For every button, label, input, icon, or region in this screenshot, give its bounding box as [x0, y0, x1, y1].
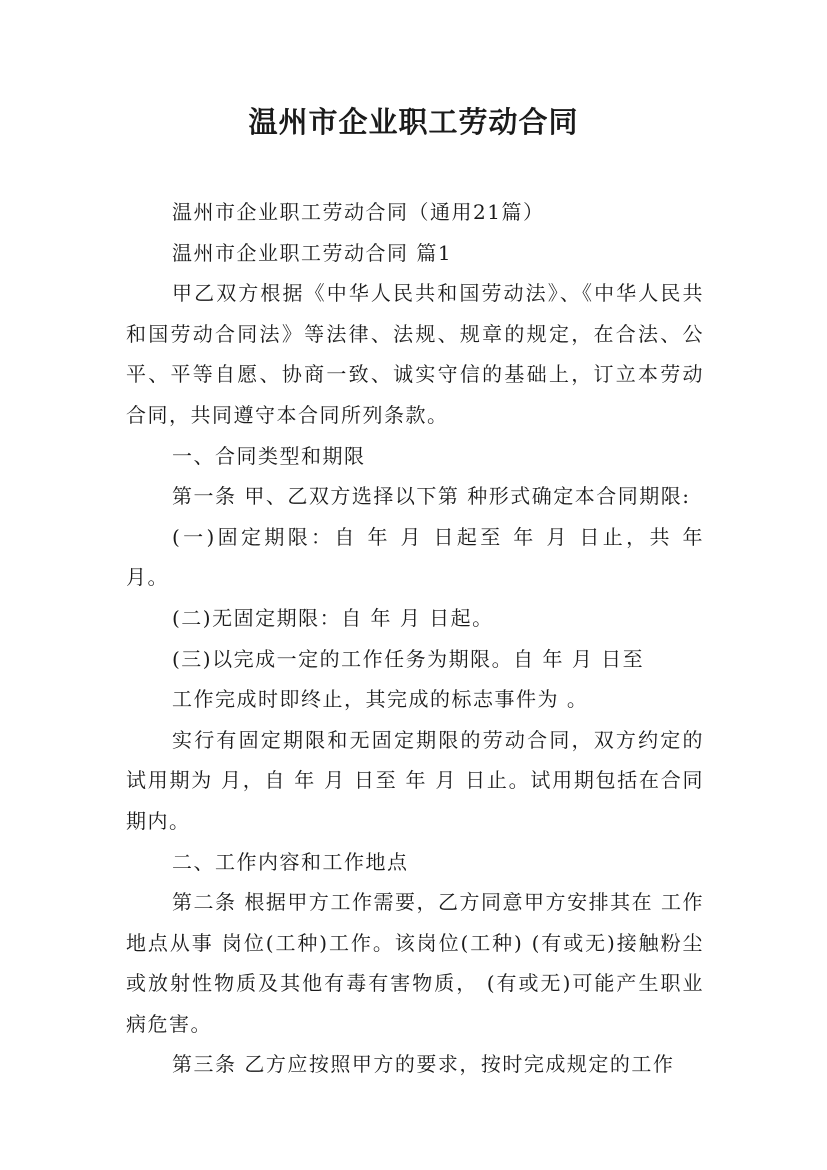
- paragraph-task-term: (三)以完成一定的工作任务为期限。自 年 月 日至: [172, 646, 645, 671]
- paragraph-fixed-term: (一)固定期限：自 年 月 日起至 年 月 日止，共 年 月。: [126, 524, 704, 590]
- paragraph-probation: 实行有固定期限和无固定期限的劳动合同，双方约定的试用期为 月，自 年 月 日至 年 月 日止。试用期包括在合同期内。: [126, 727, 704, 833]
- paragraph-chapter-2-heading: 二、工作内容和工作地点: [172, 849, 409, 874]
- paragraph-chapter-1-heading: 一、合同类型和期限: [172, 443, 366, 468]
- paragraph-section-heading: 温州市企业职工劳动合同 篇1: [172, 240, 453, 265]
- paragraph-article-2: 第二条 根据甲方工作需要，乙方同意甲方安排其在 工作地点从事 岗位(工种)工作。该岗位(工种) (有或无)接触粉尘或放射性物质及其他有毒有害物质， (有或无)可能产生职业病危害。: [126, 890, 704, 1036]
- paragraph-article-3: 第三条 乙方应按照甲方的要求，按时完成规定的工作: [172, 1052, 675, 1077]
- paragraph-collection-title: 温州市企业职工劳动合同（通用21篇）: [172, 200, 545, 224]
- paragraph-task-completion: 工作完成时即终止，其完成的标志事件为 。: [172, 687, 589, 712]
- document-title: 温州市企业职工劳动合同: [248, 105, 579, 139]
- document-body: [126, 192, 704, 1085]
- paragraph-article-1: 第一条 甲、乙双方选择以下第 种形式确定本合同期限:: [172, 484, 691, 509]
- paragraph-open-term: (二)无固定期限：自 年 月 日起。: [172, 605, 494, 630]
- paragraph-preamble: 甲乙双方根据《中华人民共和国劳动法》、《中华人民共和国劳动合同法》等法律、法规、规章的规定，在合法、公平、平等自愿、协商一致、诚实守信的基础上，订立本劳动合同，共同遵守本合同所列条款。: [126, 281, 704, 427]
